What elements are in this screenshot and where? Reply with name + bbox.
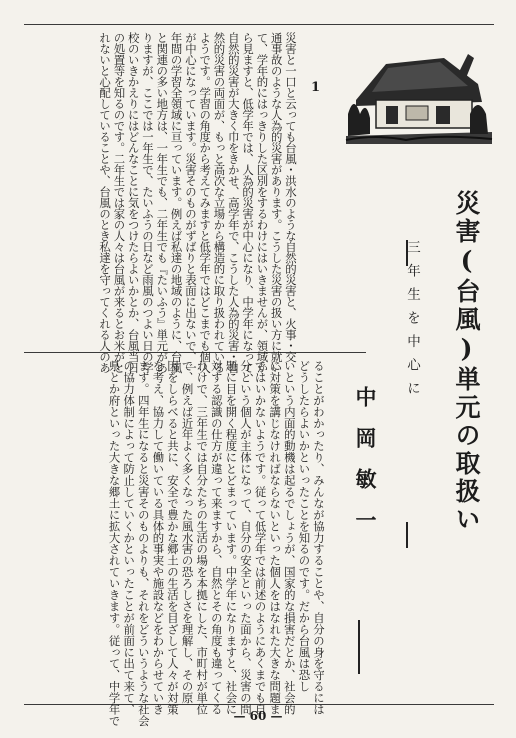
text-column: いという内面的動機は起るでしょうが、国家的な損害だとか、社会的: [282, 360, 297, 715]
author-name: 中岡敏一: [353, 386, 378, 550]
text-column: を考え、協力して働いている具体的事実や施設などをわからせていき: [151, 360, 166, 715]
subtitle-dash-bottom: [406, 522, 408, 548]
text-column: 年間の学習全領域に亘っています。例えば私達の地域のように、台風: [169, 32, 184, 373]
text-column: ます。四年生になると災害そのものよりも、それをどういうような社会: [136, 360, 151, 727]
text-column: 分という個人が主体になって、自分の安全といった面から、災害の問: [239, 360, 253, 715]
text-column: 自然的災害が大きく巾をきかせ、高学年で、こうした人為的災害・自: [226, 32, 241, 373]
text-column: 災害と一口と云っても台風・洪水のような自然的災害と、火事・交: [284, 32, 298, 362]
author-dash: [358, 620, 360, 674]
text-column: 然的災害の両面が、もっと高次な立場から構造的に取り扱われている: [212, 32, 227, 373]
text-column: と関連の多い地方は、一年生でも、二年生でも『たいふう』単元があ: [155, 32, 170, 373]
section-number: 1: [310, 80, 320, 95]
text-column: が中心になっています。災害そのものがずばりと表面に出ないで、一: [183, 32, 198, 373]
text-column: 県とか府といった大きな郷土に拡大されていきます。従って、中学年で: [107, 360, 122, 727]
text-column: ら見ますと、低学年では、人為的災害が中心になり、中学年になって、: [241, 32, 256, 384]
text-column: で、例えば近年よく多くなった風水害の恐ろしさを理解し、その原: [180, 360, 195, 704]
text-column: の協力体制によって防止していくかといったことが前面に出て来て、: [122, 360, 137, 715]
text-column: 対する認識の仕方が違って来ますから、自然とその角度も違ってくる: [209, 360, 224, 715]
page-number: — 60 —: [233, 709, 283, 723]
top-rule: [24, 24, 494, 25]
farmhouse-illustration: [346, 44, 492, 144]
text-column: 題に目を開く程度にとどまっています。中学年になりますと、社会に: [224, 360, 239, 715]
text-column: れないと心配していることや、台風のとき私達を守ってくれる人のあ: [98, 32, 113, 373]
text-column: どうしたらよいかといったことを知るのです。だから台風は恐し: [297, 360, 312, 693]
text-column: の処置等を知るのです。二年生では家の人々は台風が来るとお米がと: [112, 32, 127, 373]
text-column: 校のいきかえりにはどんなことに気をつけたらよいかとか、台風当日: [126, 32, 141, 373]
text-column: ようです。学習の角度から考えてみますと低学年ではどこまでも個人: [198, 32, 213, 373]
text-column: わけで、三年生では自分たちの生活の場を本拠にした、市町村が単位: [195, 360, 210, 715]
text-column: 通事故のような人為的災害があります。こうした災害の扱い方に就い: [269, 32, 284, 373]
text-column: に対策を講じなければならないといった個人をはなれた大きな問題ま: [268, 360, 283, 715]
article-subtitle: 三年生を中心に: [404, 240, 420, 405]
text-column: ることがわかったり、みんなが協力することや、自分の身を守るには: [312, 360, 326, 715]
text-column: て、学年的にはっきりした区別をするわけにはいきませんが、領域か: [255, 32, 270, 373]
text-column: りますが、ここでは一年生で、たいふうの日など雨風のつよい日の学: [141, 32, 155, 373]
text-column: ではいかないようです。従って低学年では前述のようにあくまでも自: [253, 360, 268, 715]
text-column: 因をしらべると共に、安全で豊かな郷土の生活を目ざして人々が対策: [166, 360, 180, 715]
article-title: 災害(台風)単元の取扱い: [452, 190, 481, 534]
